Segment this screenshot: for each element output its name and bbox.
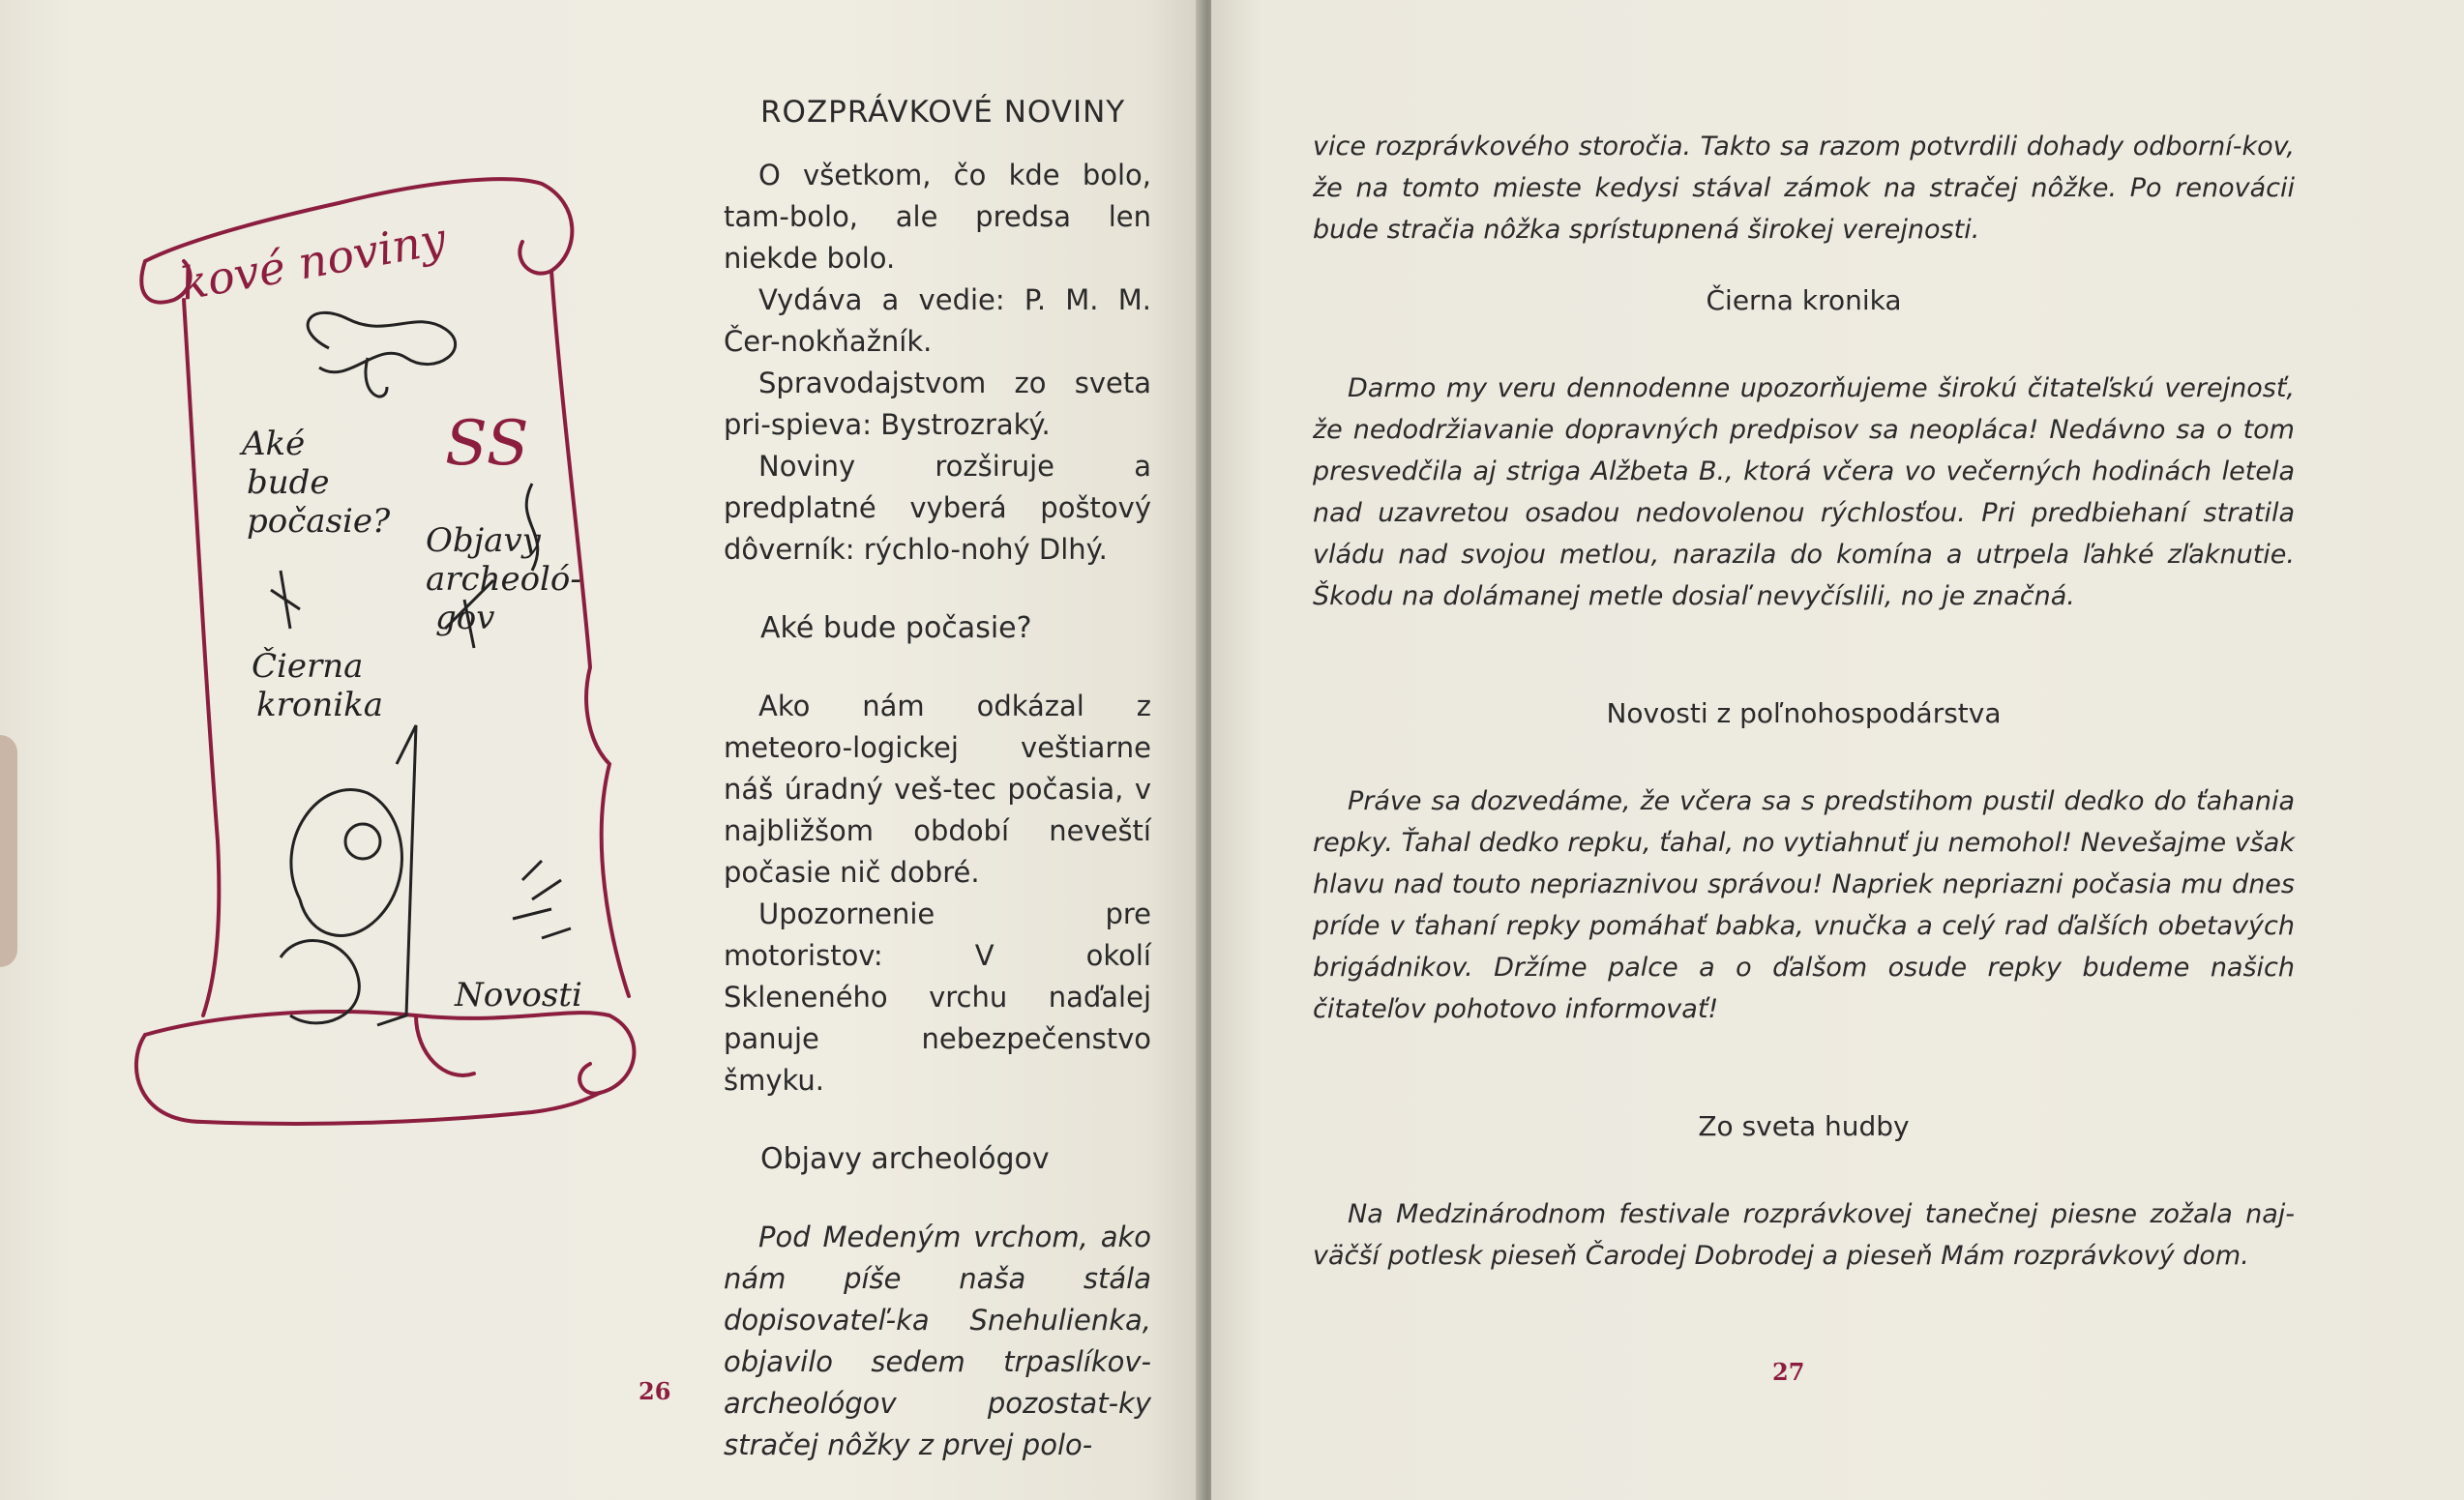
music-paragraph: Na Medzinárodnom festivale rozprávkovej tanečnej piesne zožala naj-väčší potlesk pieseň Čarodej Dobrodej a pieseň Mám rozprávkový dom. bbox=[1313, 1199, 2295, 1271]
section-title-chronicle: Čierna kronika bbox=[1706, 284, 1902, 316]
agriculture-paragraph: Práve sa dozvedáme, že včera sa s predstihom pustil dedko do ťahania repky. Ťahal dedko repku, ťahal, no vytiahnuť ju nemohol! Nevešajme však hlavu nad touto nepriaznivou správou! Napriek nepriazni počasia mu dnes príde v ťahaní repky pomáhať babka, vnučka a celý rad ďalších obetavých brigádnikov. Držíme palce a o ďalšom osude repky budeme našich čitateľov pohotovo informovať! bbox=[1313, 786, 2295, 1024]
archeology-paragraph: Pod Medeným vrchom, ako nám píše naša stála dopisovateľ-ka Snehulienka, objavilo sedem trpaslíkov-archeológov pozostat-ky stračej nôžky z prvej polo- bbox=[724, 1221, 1151, 1461]
continuation-paragraph: vice rozprávkového storočia. Takto sa razom potvrdili dohady odborní-kov, že na tomto mieste kedysi stával zámok na stračej nôžke. Po renovácii bude stračia nôžka sprístupnená širokej verejnosti. bbox=[1313, 132, 2295, 245]
section-title-agriculture: Novosti z poľnohospodárstva bbox=[1606, 697, 2002, 729]
left-column bbox=[724, 92, 1151, 1466]
svg-text:kové noviny: kové noviny bbox=[176, 212, 450, 310]
section-title-weather: Aké bude počasie? bbox=[760, 611, 1032, 645]
thumb bbox=[0, 735, 17, 967]
intro-paragraph: Vydáva a vedie: P. M. M. Čer-nokňažník. bbox=[724, 283, 1151, 358]
intro-paragraph: Noviny rozširuje a predplatné vyberá poštový dôverník: rýchlo-nohý Dlhý. bbox=[724, 450, 1151, 566]
intro-paragraph: Spravodajstvom zo sveta pri-spieva: Bystrozraký. bbox=[724, 367, 1151, 441]
weather-paragraph: Upozornenie pre motoristov: V okolí Skleneného vrchu naďalej panuje nebezpečenstvo šmyku. bbox=[724, 897, 1151, 1097]
svg-text:SS: SS bbox=[445, 408, 529, 480]
left-page bbox=[0, 0, 1207, 1500]
svg-text:gov: gov bbox=[435, 599, 495, 637]
masthead: ROZPRÁVKOVÉ NOVINY bbox=[760, 95, 1126, 130]
svg-text:bude: bude bbox=[247, 463, 330, 502]
svg-text:Aké: Aké bbox=[242, 425, 306, 463]
page-number-right: 27 bbox=[1772, 1358, 1805, 1386]
intro-paragraph: O všetkom, čo kde bolo, tam-bolo, ale predsa len niekde bolo. bbox=[724, 159, 1151, 275]
svg-text:archeoló-: archeoló- bbox=[426, 560, 581, 599]
svg-text:počasie?: počasie? bbox=[247, 502, 391, 541]
section-title-music: Zo sveta hudby bbox=[1698, 1110, 1910, 1142]
svg-text:Čierna: Čierna bbox=[252, 647, 364, 686]
chronicle-paragraph: Darmo my veru dennodenne upozorňujeme širokú čitateľskú verejnosť, že nedodržiavanie dopravných predpisov sa neopláca! Nedávno sa o tom presvedčila aj striga Alžbeta B., ktorá včera vo večerných hodinách letela nad uzavretou osadou nedovolenou rýchlosťou. Pri predbiehaní stratila vládu nad svojou metlou, narazila do komína a utrpela ľahké zľaknutie. Škodu na dolámanej metle dosiaľ nevyčíslili, no je značná. bbox=[1313, 373, 2295, 611]
svg-text:Objavy: Objavy bbox=[426, 521, 541, 560]
right-column bbox=[1313, 126, 2295, 1277]
right-page bbox=[1211, 0, 2464, 1500]
svg-text:kronika: kronika bbox=[256, 686, 383, 724]
svg-text:Novosti: Novosti bbox=[455, 976, 582, 1015]
page-number-left: 26 bbox=[638, 1377, 671, 1405]
weather-paragraph: Ako nám odkázal z meteoro-logickej veštiarne náš úradný veš-tec počasia, v najbližšom období neveští počasie nič dobré. bbox=[724, 690, 1151, 889]
newspaper-scroll-illustration bbox=[126, 164, 668, 1151]
section-title-archeology: Objavy archeológov bbox=[760, 1142, 1050, 1176]
